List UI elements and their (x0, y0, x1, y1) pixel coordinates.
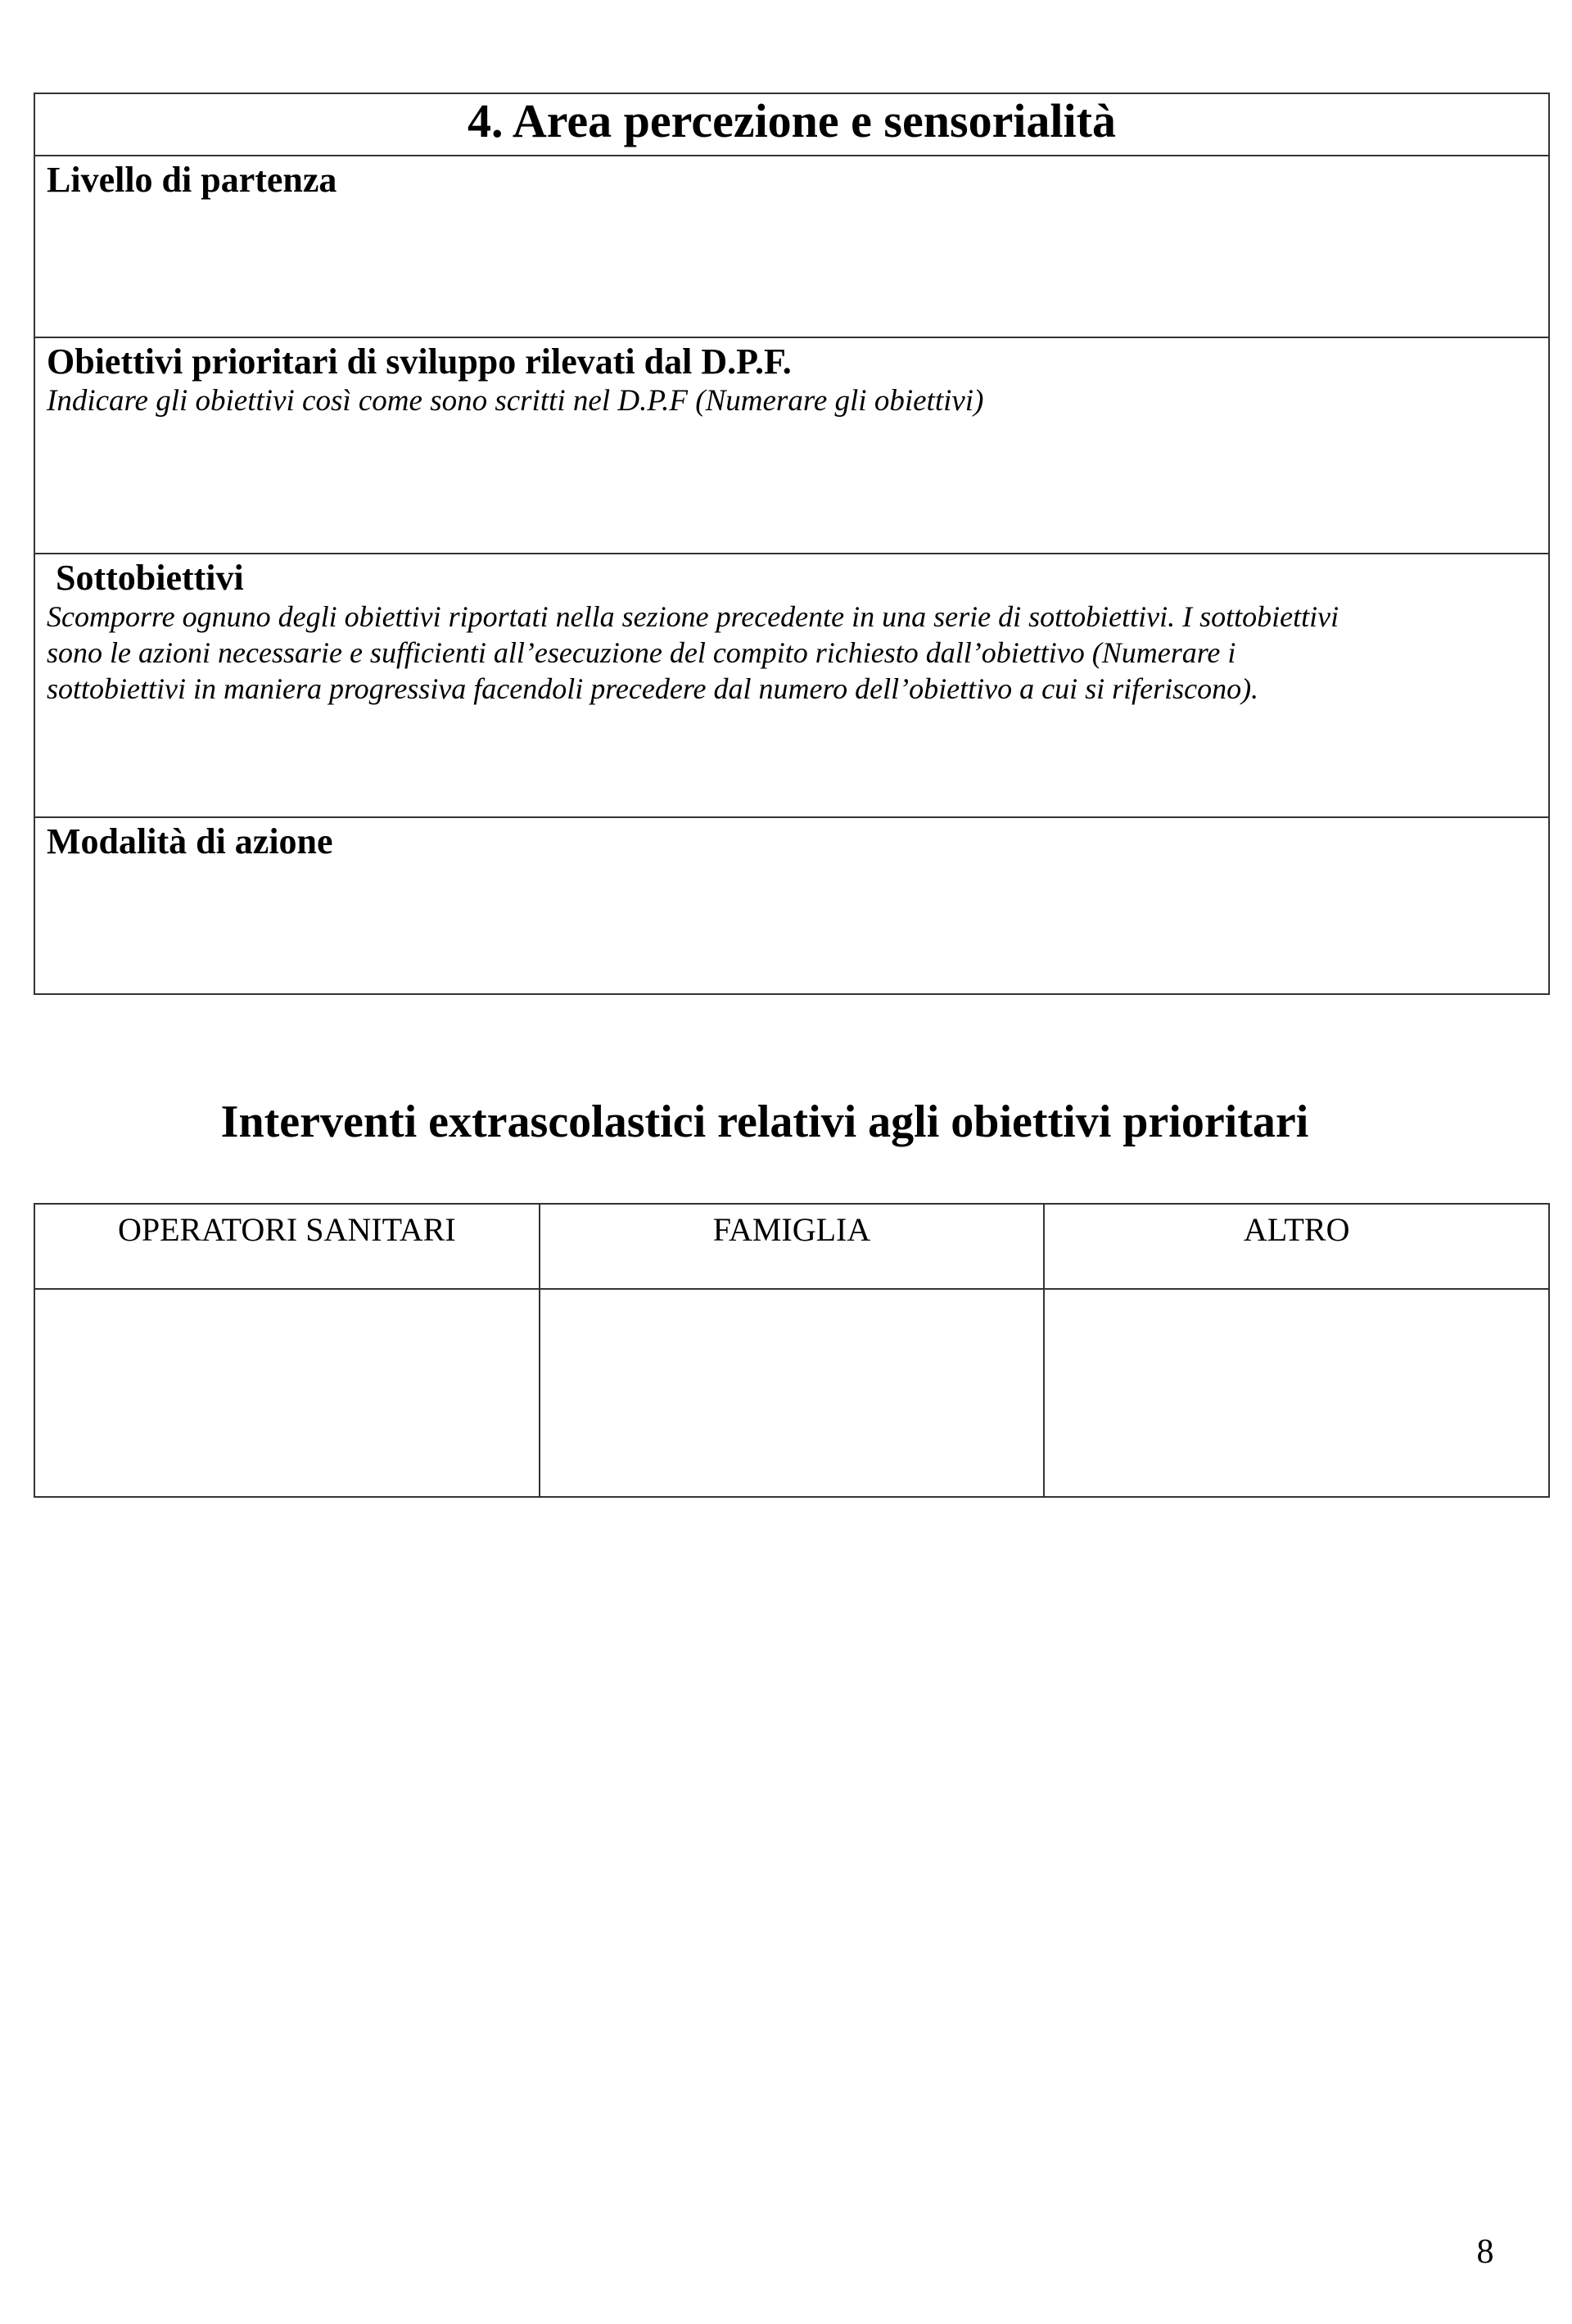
altro-cell[interactable] (1044, 1289, 1549, 1497)
section-title-cell (34, 93, 1549, 156)
column-header-famiglia: FAMIGLIA (540, 1204, 1045, 1289)
sottobiettivi-field[interactable] (34, 554, 1549, 817)
page-number: 8 (1476, 2233, 1494, 2271)
interventi-heading: Interventi extrascolastici relativi agli obiettivi prioritari (220, 1096, 1309, 1147)
interventi-header-row (34, 1204, 1549, 1289)
modalita-di-azione-label: Modalità di azione (47, 821, 333, 861)
interventi-table (34, 1203, 1550, 1498)
livello-di-partenza-label: Livello di partenza (47, 160, 337, 200)
area-section-table (34, 93, 1550, 995)
column-header-operatori-sanitari: OPERATORI SANITARI (34, 1204, 540, 1289)
modalita-di-azione-field[interactable] (34, 817, 1549, 994)
famiglia-cell[interactable] (540, 1289, 1045, 1497)
sottobiettivi-hint-line: sottobiettivi in maniera progressiva facendoli precedere dal numero dell’obiettivo a cui si riferiscono). (47, 672, 1259, 705)
obiettivi-prioritari-field[interactable] (34, 337, 1549, 554)
sottobiettivi-hint-line: Scomporre ognuno degli obiettivi riportati nella sezione precedente in una serie di sottobiettivi. I sottobiettivi (47, 600, 1339, 633)
operatori-sanitari-cell[interactable] (34, 1289, 540, 1497)
obiettivi-prioritari-label: Obiettivi prioritari di sviluppo rilevati dal D.P.F. (47, 341, 792, 382)
sottobiettivi-hint-line: sono le azioni necessarie e sufficienti all’esecuzione del compito richiesto dall’obiettivo (Numerare i (47, 636, 1236, 669)
column-header-altro: ALTRO (1044, 1204, 1549, 1289)
livello-di-partenza-field[interactable] (34, 156, 1549, 337)
sottobiettivi-label: Sottobiettivi (56, 558, 244, 598)
obiettivi-prioritari-hint: Indicare gli obiettivi così come sono scritti nel D.P.F (Numerare gli obiettivi) (47, 384, 984, 418)
table-row (34, 1289, 1549, 1497)
section-title: 4. Area percezione e sensorialità (468, 94, 1116, 147)
